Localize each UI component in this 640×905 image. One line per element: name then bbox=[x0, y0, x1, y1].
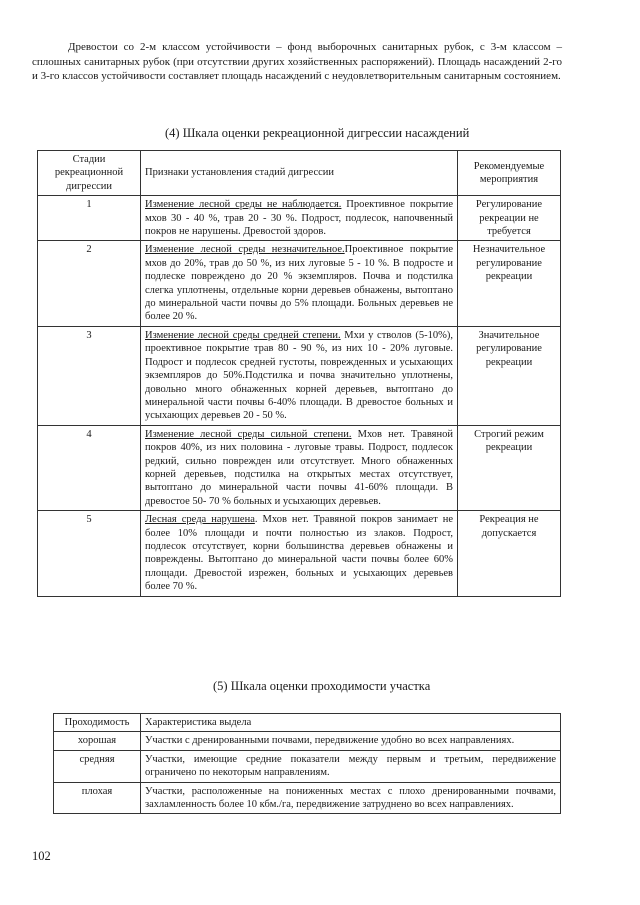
signs-text: Мхов нет. Травяной покров 40%, из них половина - луговые травы. Подрост, подлесок редкий, сильно поврежден или отсутствует. Много обнаженных корней деревьев, подстилка на открытых местах отсутствует, вытоптано до минеральной части почвы 41-60% площади. В древостое 50- 70 % больных и усыхающих деревьев. bbox=[145, 428, 453, 507]
signs-text: Проективное покрытие мхов до 20%, трав до 50 %, из них луговые 5 - 10 %. В подросте и подлеске повреждено до 20 % экземпляров. Почва и подстилка слегка уплотнены, отдельные корни деревьев обнажены, вытоптано до минеральной части почвы до 5% площади. Больных деревьев не более 20 %. bbox=[145, 244, 453, 323]
measures-cell: Строгий режим рекреации bbox=[458, 425, 561, 510]
signs-text: Мхи у стволов (5-10%), проективное покрытие трав 80 - 90 %, из них 10 - 20% луговые. Подрост и подлесок средней густоты, поврежденных и усыхающих экземпляров до 50%.Подстилка и почва значительно уплотнены, довольно много обнаженных корней деревьев, вытоптано до минеральной части почвы 6-40% площади. В древостое больных и усыхающих деревьев 20 - 50 %. bbox=[145, 329, 454, 422]
table4-header-row bbox=[38, 151, 561, 196]
signs-underlined: Изменение лесной среды незначительное. bbox=[145, 244, 345, 256]
table-row bbox=[38, 511, 561, 596]
table4-title: (4) Шкала оценки рекреационной дигрессии насаждений bbox=[165, 126, 470, 140]
signs-cell bbox=[141, 241, 458, 326]
signs-cell bbox=[141, 196, 458, 241]
stage-cell: 1 bbox=[38, 196, 141, 241]
signs-cell bbox=[141, 425, 458, 510]
passability-description: Участки, расположенные на пониженных местах с плохо дренированными почвами, захламленность более 10 кбм./га, передвижение затруднено во всех направлениях. bbox=[141, 782, 561, 814]
signs-underlined: Изменение лесной среды сильной степени. bbox=[145, 428, 352, 440]
table-row bbox=[38, 326, 561, 425]
measures-cell: Рекреация не допускается bbox=[458, 511, 561, 596]
header-passability: Проходимость bbox=[54, 714, 141, 732]
signs-text: Проективное покрытие мхов 30 - 40 %, трав 20 - 30 %. Подрост, подлесок, напочвенный покров не нарушены. Древостой здоров. bbox=[145, 199, 453, 238]
signs-cell bbox=[141, 511, 458, 596]
table5-header-row bbox=[54, 714, 561, 732]
measures-cell: Незначительное регулирование рекреации bbox=[458, 241, 561, 326]
table-row bbox=[38, 196, 561, 241]
table-row bbox=[38, 425, 561, 510]
passability-level: плохая bbox=[54, 782, 141, 814]
signs-underlined: Изменение лесной среды не наблюдается. bbox=[145, 199, 342, 211]
stage-cell: 3 bbox=[38, 326, 141, 425]
header-stage: Стадии рекреационной дигрессии bbox=[38, 151, 141, 196]
recreation-digression-table bbox=[37, 150, 561, 597]
signs-cell bbox=[141, 326, 458, 425]
measures-cell: Значительное регулирование рекреации bbox=[458, 326, 561, 425]
header-measures: Рекомендуемые мероприятия bbox=[458, 151, 561, 196]
table-row bbox=[54, 750, 561, 782]
table-row bbox=[38, 241, 561, 326]
passability-description: Участки, имеющие средние показатели между первым и третьим, передвижение ограничено по некоторым направлениям. bbox=[141, 750, 561, 782]
measures-cell: Регулирование рекреации не требуется bbox=[458, 196, 561, 241]
passability-level: хорошая bbox=[54, 732, 141, 750]
header-characteristic: Характеристика выдела bbox=[141, 714, 561, 732]
signs-text: . Мхов нет. Травяной покров занимает не более 10% площади и почти полностью из злаков. Подрост, подлесок отсутствует, корни большинства деревьев обнажены и повреждены. Вытоптано до минеральной части почвы более 60% площади. Древостой изрежен, больных и усыхающих деревьев более 70 %. bbox=[145, 514, 453, 593]
passability-level: средняя bbox=[54, 750, 141, 782]
page-number: 102 bbox=[32, 849, 51, 863]
table5-title: (5) Шкала оценки проходимости участка bbox=[213, 679, 431, 693]
stage-cell: 4 bbox=[38, 425, 141, 510]
table-row bbox=[54, 732, 561, 750]
stage-cell: 5 bbox=[38, 511, 141, 596]
passability-table bbox=[53, 713, 561, 814]
table-row bbox=[54, 782, 561, 814]
signs-underlined: Изменение лесной среды средней степени. bbox=[145, 329, 341, 341]
header-signs: Признаки установления стадий дигрессии bbox=[141, 151, 458, 196]
stage-cell: 2 bbox=[38, 241, 141, 326]
intro-paragraph: Древостои со 2-м классом устойчивости – фонд выборочных санитарных рубок, с 3-м классом – сплошных санитарных рубок (при отсутствии других хозяйственных распоряжений). Площадь насаждений 2-го и 3-го классов устойчивости составляет площадь насаждений с неудовлетворительным санитарным состоянием. bbox=[32, 41, 562, 83]
passability-description: Участки с дренированными почвами, передвижение удобно во всех направлениях. bbox=[141, 732, 561, 750]
signs-underlined: Лесная среда нарушена bbox=[145, 514, 255, 526]
